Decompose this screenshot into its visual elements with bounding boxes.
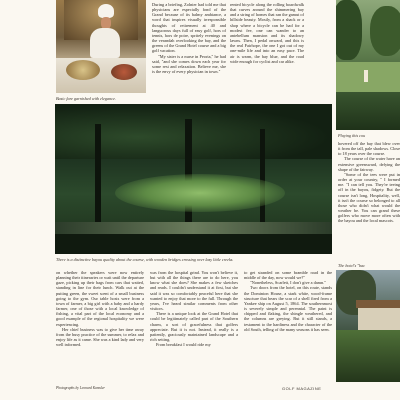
bayou-course-photo — [55, 104, 332, 254]
caption-chef: Basic fare garnished with elegance. — [56, 96, 116, 101]
column-e — [244, 270, 332, 382]
column-c — [56, 270, 144, 382]
folio: GOLF MAGAZINE — [282, 386, 322, 391]
column-f — [338, 141, 400, 261]
paragraph: "My sister is a nurse in Peoria," he had said, "and she comes down each year for some rest and relaxation. Believe me, she is the envy of every physician in town." — [152, 53, 226, 75]
paragraph: rented bicycle along the rolling boardwalk that curves around the shimmering bay and a string of homes that ran the gamut of hillside beauty. Mostly, from a shack or a shop where a bicycle can be had for a modest fee, one can wander to an antebellum mansion and its shadowy lawns. Then, I pedal onward, and this is the real Fairhope, the one I got out of my one-mile life and into an easy pace. The air is warm, the bay blue, and the road wide enough for cyclist and car alike. — [230, 2, 304, 64]
foreground — [55, 234, 332, 254]
paragraph: During a briefing, Zolnier had told me that physicians are especially fond of the Grand because of its balmy ambiance, a word that inspires visually irresponsible thoughts of retirement at 40 and languorous days full of easy golf, hors of tennis, hors de poire, spritely evenings on the verandah overlooking the bay, and the greens of the Grand Hotel course and a big golf vacation. — [152, 2, 226, 54]
chef-hat — [98, 4, 114, 18]
photo-credit: Photographs by Leonard Kamsler — [56, 386, 105, 390]
golfer — [364, 70, 368, 82]
food-dish — [111, 64, 137, 80]
lawn — [336, 330, 400, 382]
paragraph: hovered off the bay that blew over it from the tall, pale shadows. Close to 18 years over the course. — [338, 141, 400, 157]
chef-photo — [56, 0, 146, 93]
hotel-photo — [336, 270, 400, 382]
tree-trunk — [95, 124, 101, 234]
hotel-roof — [356, 300, 400, 308]
fairway — [336, 62, 400, 92]
paragraph: on whether the speakers were now entirely planning their itineraries or wait until the departure gaze, picking up their bags from cars that waited, standing in line for their lunch. Walk out at the putting green, the sweet scent of a small business going to the gym. Our table hosts were from a town of farmer, a big girl with a baby and a hardy farmer, one of those with a local knowledge of fishing, a vital part of the local economy and a good example of the regional hospitality we were experiencing. — [56, 270, 144, 327]
chef-jacket — [90, 28, 120, 58]
paragraph: There is a unique look at the Grand Hotel that could be legitimately called part of the Southern charm, a sort of gracefulness that golfers appreciate. But it is not. Instead, it really is a patiently, graciously maintained landscape and a rich setting. — [150, 311, 238, 343]
paragraph: "Some of the tees were put in order at your country, " I formed me. "I can tell you. They're teeing off in the bayou, fidgety. But the course isn't long, Hospitality, well, it isn't the course so belonged to all those who didn't what would the weather be. You can grand these golfers who move more often with the bayou and the local mascots. — [338, 171, 400, 224]
sunlit-grass — [115, 174, 285, 212]
caption-forest: There is a distinctive bayou quality about the course, with wooden bridges crossing over lazy little creeks. — [56, 257, 234, 262]
tree — [370, 6, 400, 56]
caption-hotel: The hotel's "bac — [338, 263, 366, 268]
column-b — [230, 2, 304, 102]
paragraph: was from the hospital grind. You won't believe it, but with all the things there are to do here, you know what she does? She makes a few sketches and reads. I couldn't understand it at first, but she said it was so comfortably peaceful here that she wanted to enjoy that more to the full. Through the years, I've heard similar comments from other visitors. — [150, 270, 238, 312]
paragraph: The course of the water have an extensive greensward, defying the shape of the fairway. — [338, 156, 400, 172]
paragraph: to get stranded on some bramble road in the middle of the day, now would we?" — [244, 270, 332, 281]
hotel-building — [358, 306, 400, 330]
paragraph: Her chief business was to give her time away from the busy practice of the summer, to relax and enjoy life as it came. She was a kind lady and very well informed. — [56, 326, 144, 348]
paragraph: From breakfast I would ride my — [156, 342, 211, 348]
paragraph: "Nonetheless, Scarlett, I don't give a damn." — [250, 280, 326, 286]
column-d — [150, 270, 238, 382]
golf-course-photo — [336, 0, 400, 130]
food-platter — [66, 60, 100, 80]
column-a — [152, 2, 226, 102]
paragraph: Two doors from the hotel, on this route, stands the Dominion House, a stark white, wood-frame structure that bears the scar of a shell fired from a Yankee ship on August 5, 1864. The southernmost is severely simple and perennial. The paint is chipped and flaking, the shingle weathered, and the columns are greying. But it still stands, a testament to the hardiness and the character of the old South, telling of the many seasons it has seen. — [244, 285, 332, 332]
caption-playing: Playing this cou — [338, 133, 366, 138]
tree — [336, 0, 362, 60]
